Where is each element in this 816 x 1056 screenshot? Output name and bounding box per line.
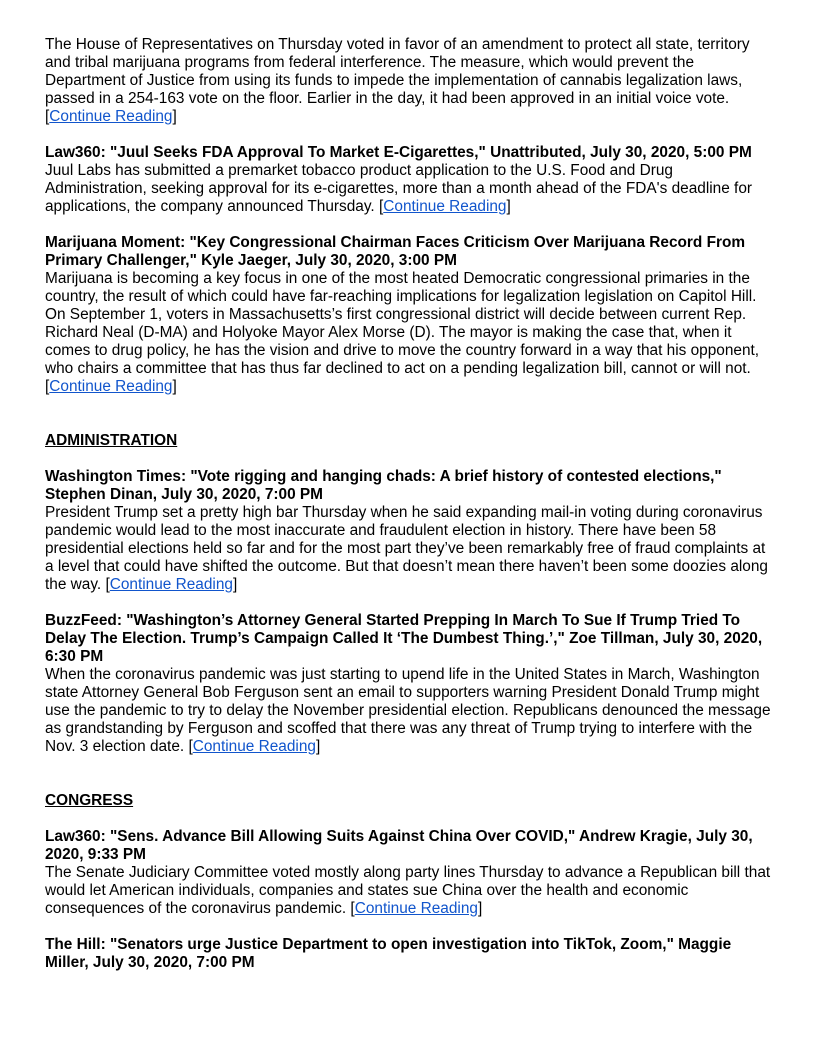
continue-reading-link[interactable]: Continue Reading (383, 198, 507, 215)
document-page (45, 36, 775, 990)
article-body: President Trump set a pretty high bar Thursday when he said expanding mail-in voting during coronavirus pandemic would lead to the most inaccurate and fraudulent election in history. There have been 58 presidential elections held so far and for the most part they’ve been remarkably free of fraud complaints at a level that could have shifted the outcome. But that doesn’t mean there haven’t been some doozies along the way. [Continue Reading] (45, 504, 768, 593)
continue-reading-link[interactable]: Continue Reading (192, 738, 316, 755)
article-title: BuzzFeed: "Washington’s Attorney General Started Prepping In March To Sue If Trump Tried To Delay The Election. Trump’s Campaign Called It ‘The Dumbest Thing.’," Zoe Tillman, July 30, 2020, 6:30 PM (45, 612, 763, 665)
article-summary: Juul Labs has submitted a premarket tobacco product application to the U.S. Food and Drug Administration, seeking approval for its e-cigarettes, more than a month ahead of the FDA's deadline for applications, the company announced Thursday. (45, 162, 753, 215)
article-summary: When the coronavirus pandemic was just starting to upend life in the United States in March, Washington state Attorney General Bob Ferguson sent an email to supporters warning President Donald Trump might use the pandemic to try to delay the November presidential election. Republicans denounced the message as grandstanding by Ferguson and scoffed that there was any threat of Trump trying to interfere with the Nov. 3 election date. (45, 666, 771, 755)
article-item (45, 612, 775, 756)
article-body: When the coronavirus pandemic was just starting to upend life in the United States in March, Washington state Attorney General Bob Ferguson sent an email to supporters warning President Donald Trump might use the pandemic to try to delay the November presidential election. Republicans denounced the message as grandstanding by Ferguson and scoffed that there was any threat of Trump trying to interfere with the Nov. 3 election date. [Continue Reading] (45, 666, 771, 755)
continue-reading-link[interactable]: Continue Reading (109, 576, 233, 593)
article-body: The Senate Judiciary Committee voted mostly along party lines Thursday to advance a Republican bill that would let American individuals, companies and states sue China over the health and economic consequences of the coronavirus pandemic. [Continue Reading] (45, 864, 771, 917)
article-summary: President Trump set a pretty high bar Thursday when he said expanding mail-in voting during coronavirus pandemic would lead to the most inaccurate and fraudulent election in history. There have been 58 presidential elections held so far and for the most part they’ve been remarkably free of fraud complaints at a level that could have shifted the outcome. But that doesn’t mean there haven’t been some doozies along the way. (45, 504, 768, 593)
article-title: Washington Times: "Vote rigging and hanging chads: A brief history of contested elections," Stephen Dinan, July 30, 2020, 7:00 PM (45, 468, 722, 503)
intro-body: The House of Representatives on Thursday voted in favor of an amendment to protect all state, territory and tribal marijuana programs from federal interference. The measure, which would prevent the Department of Justice from using its funds to impede the implementation of cannabis legalization laws, passed in a 254-163 vote on the floor. Earlier in the day, it had been approved in an initial voice vote. (45, 36, 750, 107)
continue-reading-link[interactable]: Continue Reading (354, 900, 478, 917)
intro-continue-reading-link[interactable]: Continue Reading (49, 108, 173, 125)
section-spacer (45, 414, 775, 432)
article-summary: The Senate Judiciary Committee voted mostly along party lines Thursday to advance a Republican bill that would let American individuals, companies and states sue China over the health and economic consequences of the coronavirus pandemic. (45, 864, 771, 917)
article-body: Juul Labs has submitted a premarket tobacco product application to the U.S. Food and Drug Administration, seeking approval for its e-cigarettes, more than a month ahead of the FDA's deadline for applications, the company announced Thursday. [Continue Reading] (45, 162, 753, 215)
section-heading-administration: ADMINISTRATION (45, 432, 178, 449)
article-title: Law360: "Juul Seeks FDA Approval To Market E-Cigarettes," Unattributed, July 30, 2020, 5:00 PM (45, 144, 752, 161)
article-summary: Marijuana is becoming a key focus in one of the most heated Democratic congressional primaries in the country, the result of which could have far-reaching implications for legalization legislation on Capitol Hill. On September 1, voters in Massachusetts’s first congressional district will decide between current Rep. Richard Neal (D-MA) and Holyoke Mayor Alex Morse (D). The mayor is making the case that, when it comes to drug policy, he has the vision and drive to move the country forward in a way that his opponent, who chairs a committee that has thus far declined to act on a pending legalization bill, cannot or will not. (45, 270, 760, 377)
article-item (45, 144, 775, 216)
article-item (45, 234, 775, 396)
article-title: Marijuana Moment: "Key Congressional Chairman Faces Criticism Over Marijuana Record From Primary Challenger," Kyle Jaeger, July 30, 2020, 3:00 PM (45, 234, 746, 269)
article-body: Marijuana is becoming a key focus in one of the most heated Democratic congressional primaries in the country, the result of which could have far-reaching implications for legalization legislation on Capitol Hill. On September 1, voters in Massachusetts’s first congressional district will decide between current Rep. Richard Neal (D-MA) and Holyoke Mayor Alex Morse (D). The mayor is making the case that, when it comes to drug policy, he has the vision and drive to move the country forward in a way that his opponent, who chairs a committee that has thus far declined to act on a pending legalization bill, cannot or will not. [Continue Reading] (45, 270, 760, 395)
intro-paragraph: The House of Representatives on Thursday voted in favor of an amendment to protect all state, territory and tribal marijuana programs from federal interference. The measure, which would prevent the Department of Justice from using its funds to impede the implementation of cannabis legalization laws, passed in a 254-163 vote on the floor. Earlier in the day, it had been approved in an initial voice vote. [Continue Reading] (45, 36, 750, 125)
section-heading-congress: CONGRESS (45, 792, 134, 809)
section-spacer (45, 774, 775, 792)
article-title: The Hill: "Senators urge Justice Department to open investigation into TikTok, Zoom," Maggie Miller, July 30, 2020, 7:00 PM (45, 936, 732, 971)
article-title: Law360: "Sens. Advance Bill Allowing Suits Against China Over COVID," Andrew Kragie, July 30, 2020, 9:33 PM (45, 828, 753, 863)
continue-reading-link[interactable]: Continue Reading (49, 378, 173, 395)
article-item (45, 936, 775, 972)
article-item (45, 828, 775, 918)
article-item (45, 468, 775, 594)
